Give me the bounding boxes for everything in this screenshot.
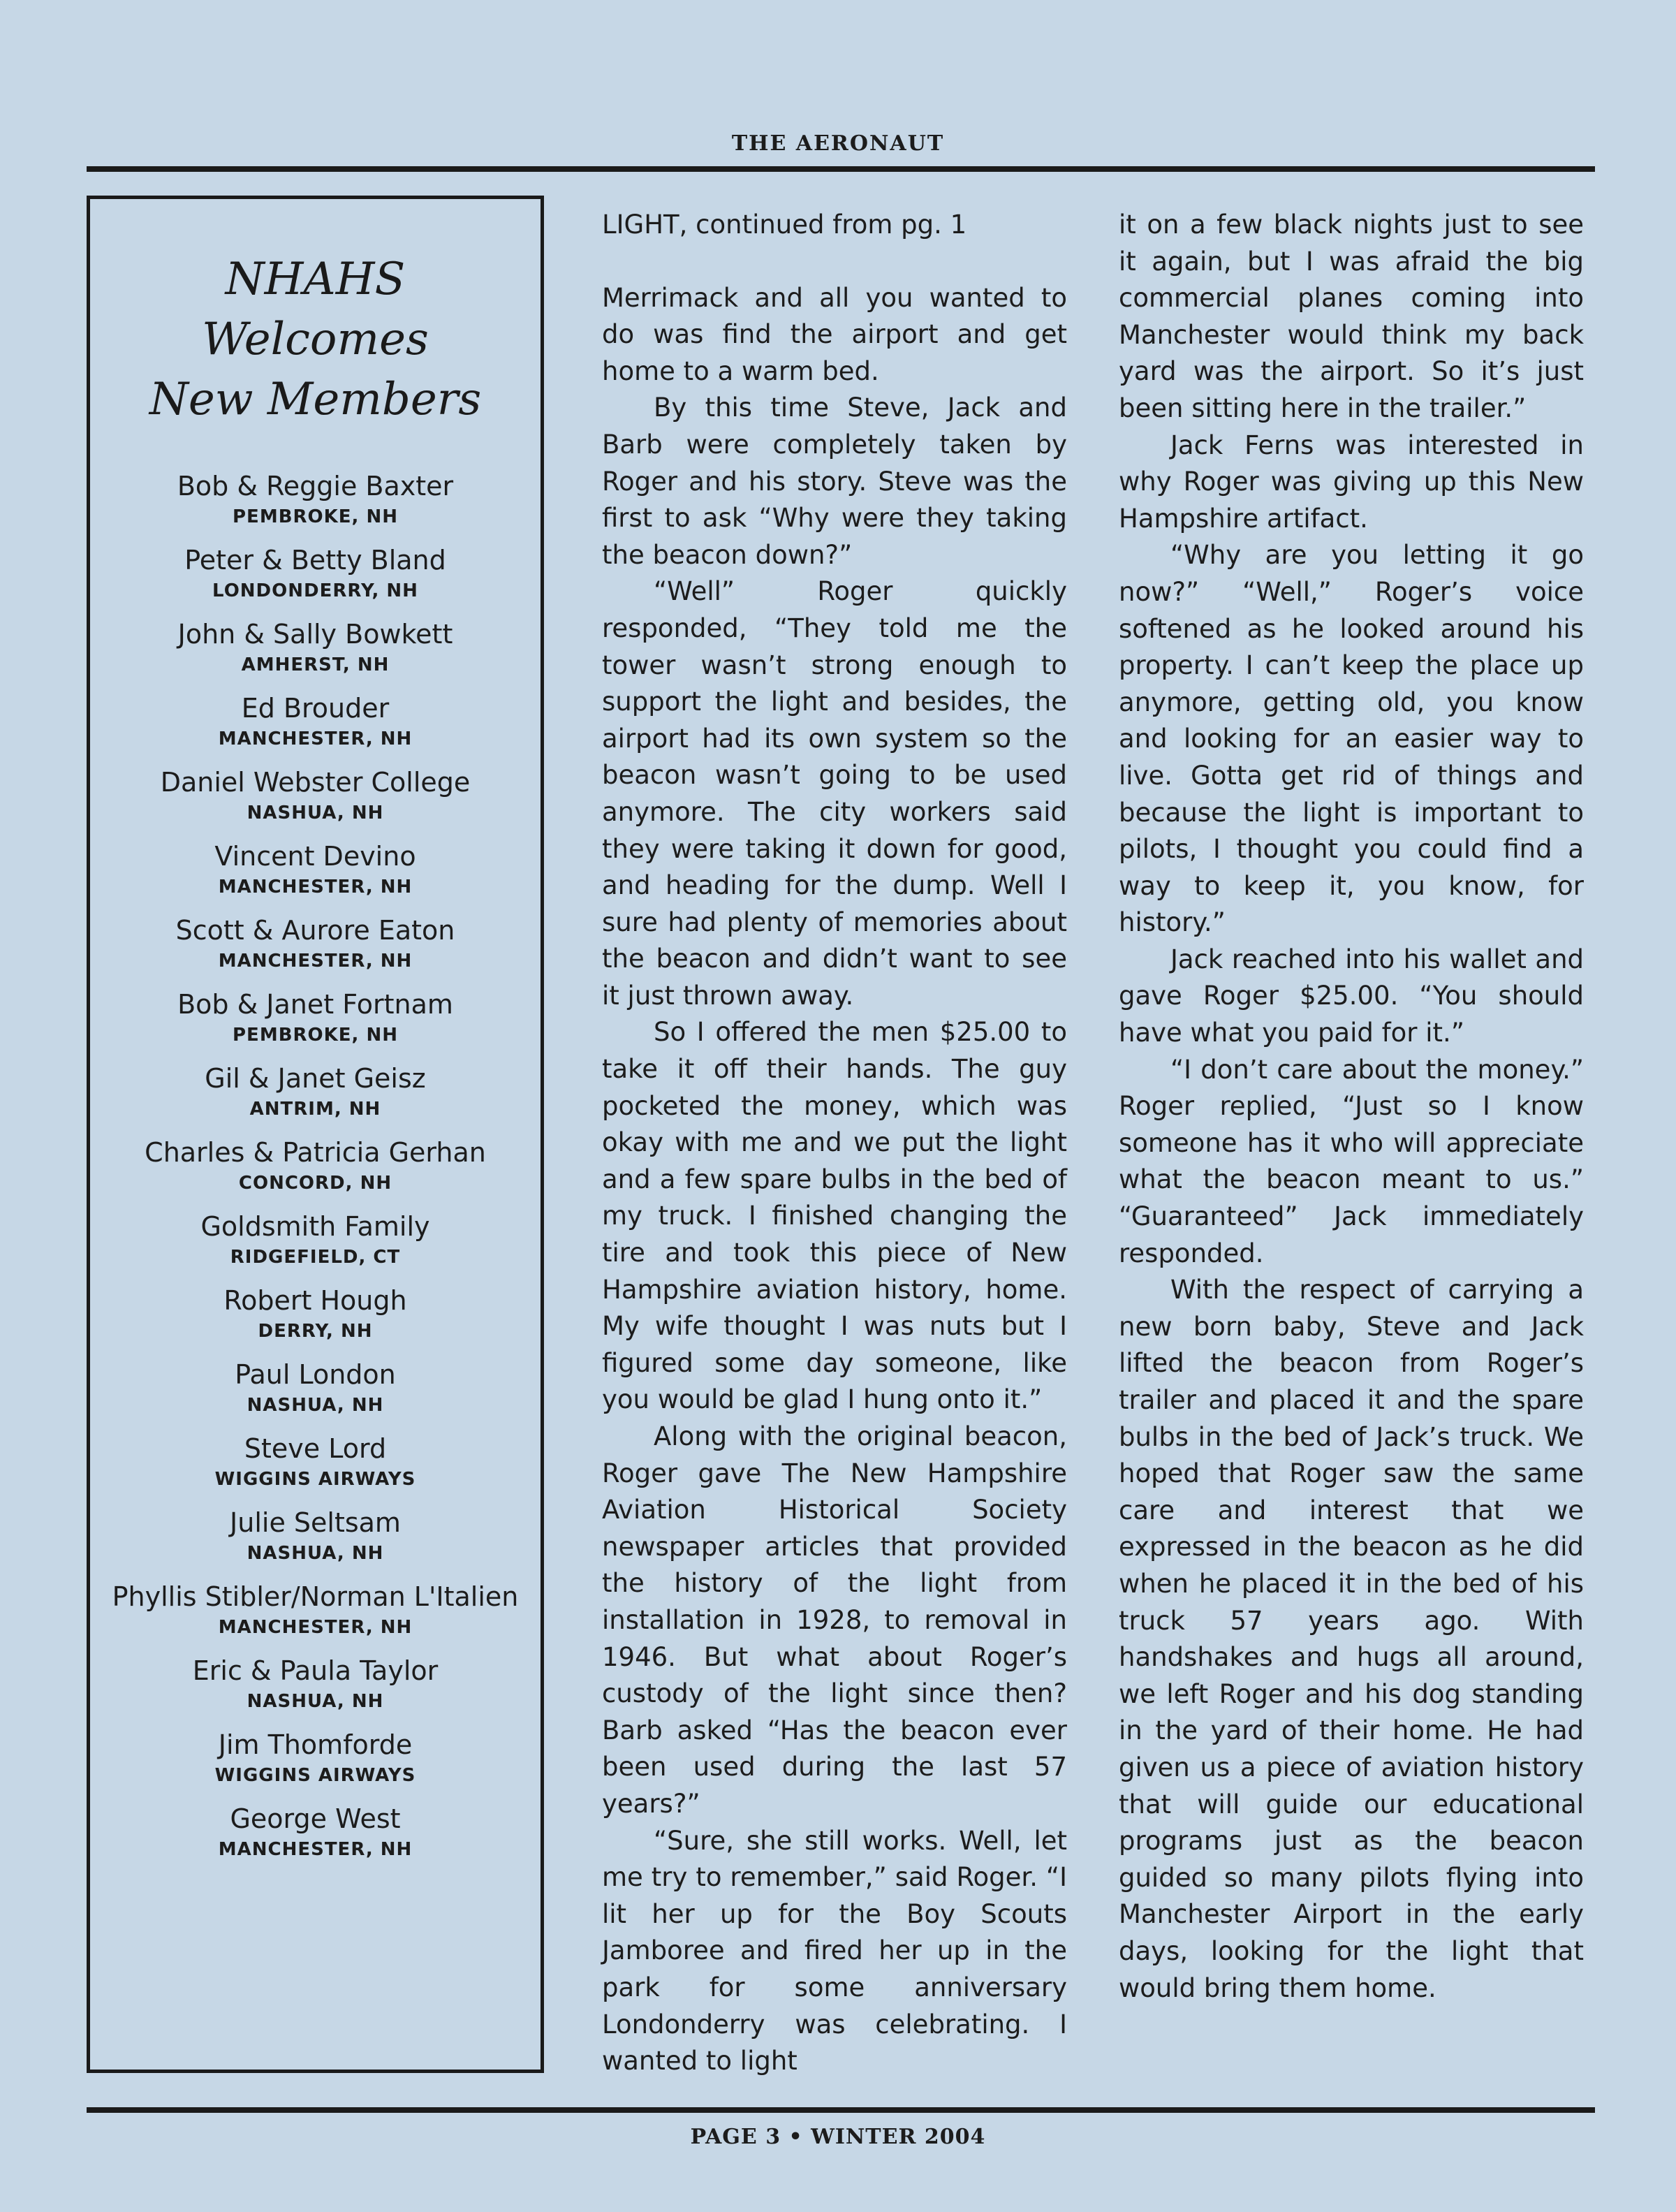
member-name: Gil & Janet Geisz — [205, 1063, 426, 1094]
sidebar-title — [90, 249, 541, 430]
member-entry — [90, 1206, 541, 1280]
member-location: MANCHESTER, NH — [218, 1617, 413, 1638]
member-name: Vincent Devino — [214, 841, 416, 872]
member-name: Charles & Patricia Gerhan — [145, 1137, 486, 1168]
member-location: DERRY, NH — [258, 1321, 373, 1342]
article-paragraph: Jack Ferns was interested in why Roger was giving up this New Hampshire artifact. — [1119, 430, 1584, 534]
member-entry — [90, 540, 541, 614]
article-paragraph: it on a few black nights just to see it again, but I was afraid the big commercial planes coming into Manchester would think my back yard was the airport. So it’s just been sitting here in the trailer.” — [1119, 210, 1584, 423]
member-location: WIGGINS AIRWAYS — [214, 1765, 416, 1786]
member-entry — [90, 1799, 541, 1873]
member-name: John & Sally Bowkett — [177, 619, 453, 650]
article-paragraph: “Why are you letting it go now?” “Well,” Roger’s voice softened as he looked around his property. I can’t keep the place up anymore, getting old, you know and looking for an easier way to live. Gotta get rid of things and because the light is important to pilots, I thought you could find a way to keep it, you know, for history.” — [1119, 540, 1584, 938]
sidebar-title-line: Welcomes — [202, 314, 429, 365]
article-column-2 — [602, 207, 1067, 2080]
member-entry — [90, 466, 541, 540]
article-paragraph: By this time Steve, Jack and Barb were completely taken by Roger and his story. Steve was the first to ask “Why were they taking the beacon down?” — [602, 393, 1067, 570]
member-name: Julie Seltsam — [230, 1507, 401, 1538]
member-location: MANCHESTER, NH — [218, 951, 413, 972]
member-entry — [90, 1576, 541, 1650]
top-rule — [87, 166, 1595, 172]
member-location: AMHERST, NH — [241, 654, 390, 675]
member-entry — [90, 614, 541, 688]
member-location: PEMBROKE, NH — [233, 1025, 398, 1046]
member-name: Peter & Betty Bland — [184, 545, 446, 576]
member-entry — [90, 1132, 541, 1206]
new-members-box — [87, 196, 544, 2073]
masthead: THE AERONAUT — [731, 131, 945, 156]
member-name: George West — [230, 1803, 401, 1834]
member-entry — [90, 688, 541, 762]
member-name: Robert Hough — [223, 1285, 407, 1316]
article-paragraph: “Sure, she still works. Well, let me try to remember,” said Roger. “I lit her up for the Boy Scouts Jamboree and fired her up in the park for some anniversary Londonderry was celebrating. I wanted to light — [602, 1825, 1067, 2077]
member-location: ANTRIM, NH — [249, 1099, 381, 1120]
member-entry — [90, 1058, 541, 1132]
member-location: MANCHESTER, NH — [218, 728, 413, 749]
member-location: LONDONDERRY, NH — [212, 580, 418, 601]
member-name: Jim Thomforde — [218, 1729, 413, 1760]
member-name: Scott & Aurore Eaton — [175, 915, 455, 946]
member-entry — [90, 1428, 541, 1502]
member-location: PEMBROKE, NH — [233, 506, 398, 527]
member-entry — [90, 1354, 541, 1428]
member-name: Daniel Webster College — [160, 767, 471, 798]
bottom-rule — [87, 2107, 1595, 2113]
page-footer: PAGE 3 • WINTER 2004 — [690, 2125, 986, 2149]
article-paragraph: Along with the original beacon, Roger gave The New Hampshire Aviation Historical Society newspaper articles that provided the history of the light from installation in 1928, to removal in 1946. But what about Roger’s custody of the light since then? Barb asked “Has the beacon ever been used during the last 57 years?” — [602, 1421, 1067, 1819]
member-entry — [90, 762, 541, 836]
article-paragraph: “I don’t care about the money.” Roger replied, “Just so I know someone has it who will appreciate what the beacon meant to us.” “Guaranteed” Jack immediately responded. — [1119, 1054, 1584, 1268]
member-location: MANCHESTER, NH — [218, 1839, 413, 1860]
member-name: Paul London — [235, 1359, 396, 1390]
article-paragraph: Jack reached into his wallet and gave Roger $25.00. “You should have what you paid for it.” — [1119, 944, 1584, 1048]
member-entry — [90, 836, 541, 910]
member-name: Eric & Paula Taylor — [192, 1655, 439, 1686]
member-location: NASHUA, NH — [247, 1543, 384, 1564]
member-location: NASHUA, NH — [247, 1395, 384, 1416]
member-name: Phyllis Stibler/Norman L'Italien — [112, 1581, 519, 1612]
article-paragraph: So I offered the men $25.00 to take it off their hands. The guy pocketed the money, which was okay with me and we put the light and a few spare bulbs in the bed of my truck. I finished changing the tire and took this piece of New Hampshire aviation history, home. My wife thought I was nuts but I figured some day someone, like you would be glad I hung onto it.” — [602, 1017, 1067, 1415]
member-location: WIGGINS AIRWAYS — [214, 1469, 416, 1490]
member-entry — [90, 984, 541, 1058]
member-name: Bob & Reggie Baxter — [177, 471, 454, 501]
article-column-3 — [1119, 207, 1584, 2007]
member-location: MANCHESTER, NH — [218, 877, 413, 898]
article-paragraph: “Well” Roger quickly responded, “They told me the tower wasn’t strong enough to support the light and besides, the airport had its own system so the beacon wasn’t going to be used anymore. The city workers said they were taking it down for good, and heading for the dump. Well I sure had plenty of memories about the beacon and didn’t want to see it just thrown away. — [602, 576, 1067, 1011]
article-paragraph: Merrimack and all you wanted to do was find the airport and get home to a warm bed. — [602, 282, 1067, 386]
member-name: Steve Lord — [244, 1433, 387, 1464]
member-entry — [90, 1280, 541, 1354]
continued-line: LIGHT, continued from pg. 1 — [602, 210, 967, 240]
member-list — [90, 466, 541, 1873]
member-entry — [90, 910, 541, 984]
sidebar-title-line: NHAHS — [225, 254, 406, 305]
member-location: RIDGEFIELD, CT — [230, 1247, 401, 1268]
member-entry — [90, 1724, 541, 1799]
member-name: Ed Brouder — [241, 693, 390, 724]
member-name: Bob & Janet Fortnam — [177, 989, 453, 1020]
sidebar-title-line: New Members — [149, 374, 482, 425]
member-location: NASHUA, NH — [247, 1691, 384, 1712]
member-entry — [90, 1502, 541, 1576]
member-entry — [90, 1650, 541, 1724]
article-paragraph: With the respect of carrying a new born baby, Steve and Jack lifted the beacon from Roger’s trailer and placed it and the spare bulbs in the bed of Jack’s truck. We hoped that Roger saw the same care and interest that we expressed in the beacon as he did when he placed it in the bed of his truck 57 years ago. With handshakes and hugs all around, we left Roger and his dog standing in the yard of their home. He had given us a piece of aviation history that will guide our educational programs just as the beacon guided so many pilots flying into Manchester Airport in the early days, looking for the light that would bring them home. — [1119, 1275, 1584, 2003]
member-name: Goldsmith Family — [200, 1211, 430, 1242]
member-location: NASHUA, NH — [247, 803, 384, 823]
member-location: CONCORD, NH — [238, 1173, 392, 1194]
